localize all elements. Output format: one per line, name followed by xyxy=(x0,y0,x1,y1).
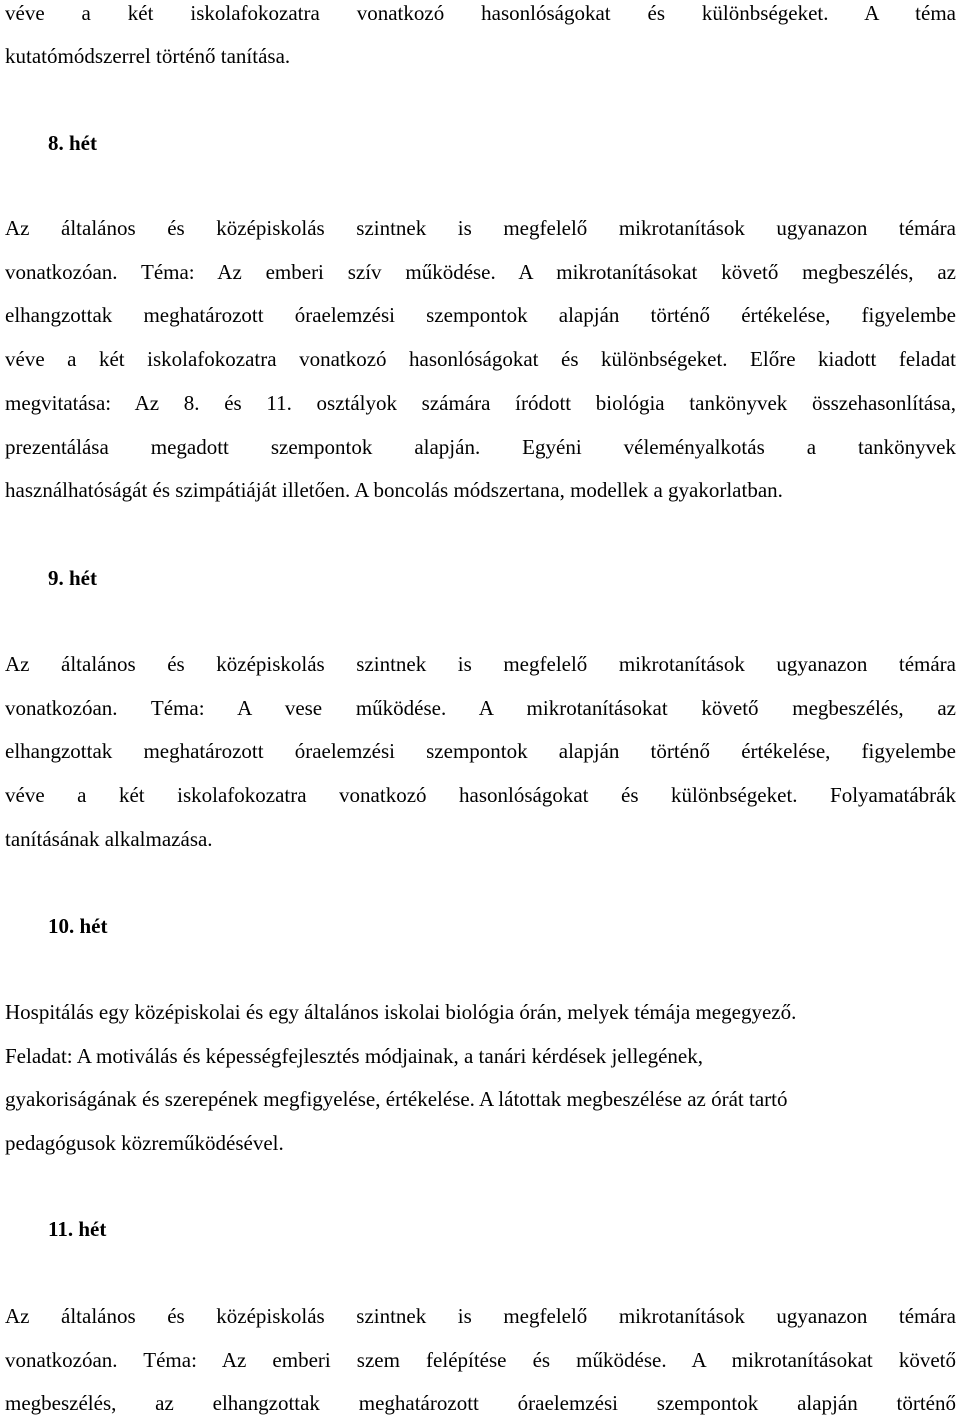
week-8-line-5: megvitatása: Az 8. és 11. osztályok számára íródott biológia tankönyvek összehasonlítása, xyxy=(5,391,956,415)
week-11-line-2: vonatkozóan. Téma: Az emberi szem felépítése és működése. A mikrotanításokat követő xyxy=(5,1348,956,1372)
intro-line-1: véve a két iskolafokozatra vonatkozó hasonlóságokat és különbségeket. A téma xyxy=(5,1,956,25)
week-8-line-7: használhatóságát és szimpátiáját illetően. A boncolás módszertana, modellek a gyakorlatban. xyxy=(5,478,783,502)
week-10-line-1: Hospitálás egy középiskolai és egy általános iskolai biológia órán, melyek témája megegyező. xyxy=(5,1000,797,1024)
week-8-heading: 8. hét xyxy=(48,131,97,155)
week-9-heading: 9. hét xyxy=(48,566,97,590)
week-10-heading: 10. hét xyxy=(48,914,108,938)
week-10-line-3: gyakoriságának és szerepének megfigyelése, értékelése. A látottak megbeszélése az órát tartó xyxy=(5,1087,788,1111)
week-11-heading: 11. hét xyxy=(48,1217,107,1241)
intro-line-2: kutatómódszerrel történő tanítása. xyxy=(5,44,291,68)
week-8-line-1: Az általános és középiskolás szintnek is megfelelő mikrotanítások ugyanazon témára xyxy=(5,216,956,240)
week-8-line-4: véve a két iskolafokozatra vonatkozó hasonlóságokat és különbségeket. Előre kiadott feladat xyxy=(5,347,956,371)
week-11-line-3: megbeszélés, az elhangzottak meghatározott óraelemzési szempontok alapján történő xyxy=(5,1391,956,1415)
week-8-line-3: elhangzottak meghatározott óraelemzési szempontok alapján történő értékelése, figyelembe xyxy=(5,303,956,327)
week-10-line-2: Feladat: A motiválás és képességfejlesztés módjainak, a tanári kérdések jellegének, xyxy=(5,1044,704,1068)
week-8-line-6: prezentálása megadott szempontok alapján. Egyéni véleményalkotás a tankönyvek xyxy=(5,435,956,459)
week-8-line-2: vonatkozóan. Téma: Az emberi szív működése. A mikrotanításokat követő megbeszélés, az xyxy=(5,260,956,284)
week-9-line-2: vonatkozóan. Téma: A vese működése. A mikrotanításokat követő megbeszélés, az xyxy=(5,696,956,720)
week-9-line-3: elhangzottak meghatározott óraelemzési szempontok alapján történő értékelése, figyelembe xyxy=(5,739,956,763)
week-9-line-5: tanításának alkalmazása. xyxy=(5,827,213,851)
week-9-line-4: véve a két iskolafokozatra vonatkozó hasonlóságokat és különbségeket. Folyamatábrák xyxy=(5,783,956,807)
week-10-line-4: pedagógusok közreműködésével. xyxy=(5,1131,284,1155)
week-11-line-1: Az általános és középiskolás szintnek is megfelelő mikrotanítások ugyanazon témára xyxy=(5,1304,956,1328)
week-9-line-1: Az általános és középiskolás szintnek is megfelelő mikrotanítások ugyanazon témára xyxy=(5,652,956,676)
